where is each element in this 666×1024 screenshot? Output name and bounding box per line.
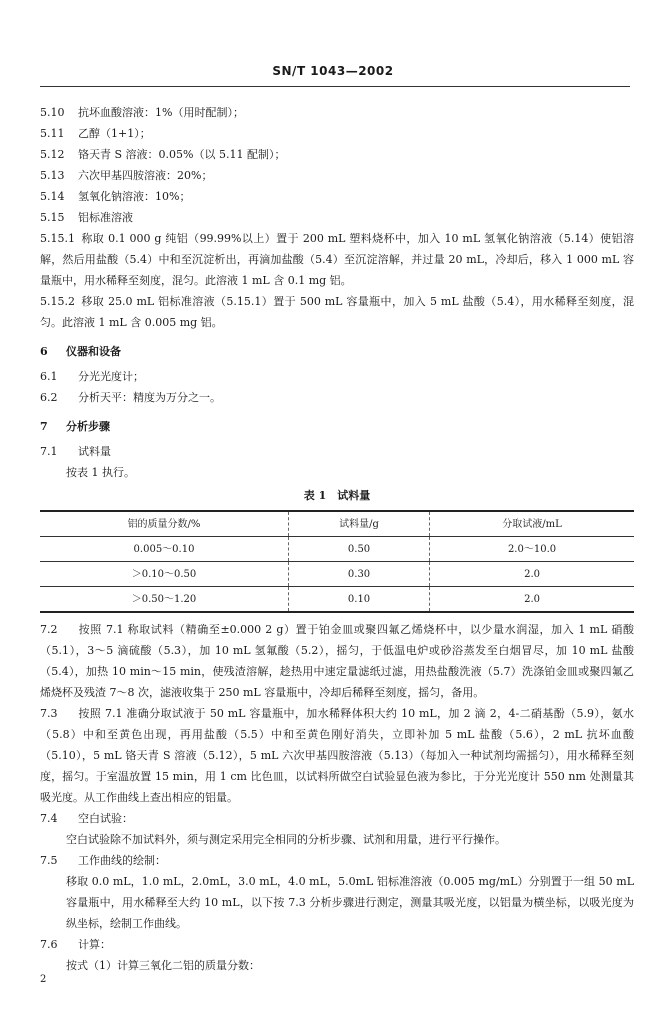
list-item: 5.10 抗坏血酸溶液：1%（用时配制）； — [40, 106, 244, 119]
table-row — [40, 587, 634, 613]
list-item: 5.11 乙醇（1+1）； — [40, 127, 151, 140]
table-cell: 2.0 — [430, 587, 634, 613]
clause-7-5-body: 移取 0.0 mL，1.0 mL，2.0mL，3.0 mL，4.0 mL，5.0mL 铝标准溶液（0.005 mg/mL）分别置于一组 50 mL 容量瓶中，用水稀释至大约 10 mL，以下按 7.3 分析步骤进行测定，测量其吸光度，以铝量为横坐标，以吸光度为纵坐标，绘制工作曲线。 — [66, 875, 634, 930]
clause-7-4-heading: 7.4 空白试验： — [40, 812, 133, 825]
list-item: 5.14 氢氧化钠溶液：10%； — [40, 190, 191, 203]
list-item: 6.2 分析天平：精度为万分之一。 — [40, 391, 221, 404]
table-header-cell: 铝的质量分数/% — [40, 511, 289, 537]
table-header-cell: 分取试液/mL — [430, 511, 634, 537]
clause-7-6-heading: 7.6 计算： — [40, 938, 111, 951]
page-number: 2 — [40, 974, 47, 985]
standard-number: SN/T 1043—2002 — [272, 64, 394, 78]
clause-7-1-body: 按表 1 执行。 — [66, 466, 135, 479]
list-item: 5.15 铝标准溶液 — [40, 211, 133, 224]
table-header-cell: 试料量/g — [289, 511, 430, 537]
header-rule — [40, 86, 630, 87]
table-cell: 0.30 — [289, 562, 430, 587]
clause-7-1-heading: 7.1 试料量 — [40, 445, 111, 458]
table-cell: 0.005～0.10 — [40, 537, 289, 562]
table-cell: 0.10 — [289, 587, 430, 613]
table-cell: 2.0～10.0 — [430, 537, 634, 562]
table-cell: 2.0 — [430, 562, 634, 587]
table-header-row — [40, 511, 634, 537]
clause-7-6-body: 按式（1）计算三氧化二铝的质量分数： — [66, 959, 260, 972]
list-item: 5.12 铬天青 S 溶液：0.05%（以 5.11 配制）； — [40, 148, 286, 161]
clause-5-15-2: 5.15.2 移取 25.0 mL 铝标准溶液（5.15.1）置于 500 mL 容量瓶中，加入 5 mL 盐酸（5.4），用水稀释至刻度，混匀。此溶液 1 mL 含 0.005 mg 铝。 — [40, 295, 634, 329]
table-caption: 表 1 试料量 — [303, 489, 371, 502]
clause-5-15-1: 5.15.1 称取 0.1 000 g 纯铝（99.99%以上）置于 200 mL 塑料烧杯中，加入 10 mL 氢氧化钠溶液（5.14）使铝溶解，然后用盐酸（5.4）中和至沉淀析出，再滴加盐酸（5.4）至沉淀溶解，并过量 20 mL，冷却后，移入 1 000 mL 容量瓶中，用水稀释至刻度，混匀。此溶液 1 mL 含 0.1 mg 铝。 — [40, 232, 634, 287]
table-row — [40, 537, 634, 562]
clause-7-5-heading: 7.5 工作曲线的绘制： — [40, 854, 166, 867]
table-cell: ＞0.10～0.50 — [40, 562, 289, 587]
table-cell: 0.50 — [289, 537, 430, 562]
table-cell: ＞0.50～1.20 — [40, 587, 289, 613]
clause-7-3: 7.3 按照 7.1 准确分取试液于 50 mL 容量瓶中，加水稀释体积大约 10 mL，加 2 滴 2，4-二硝基酚（5.9），氨水（5.8）中和至黄色出现，再用盐酸（5.5）中和至黄色刚好消失，立即补加 5 mL 盐酸（5.6），2 mL 抗坏血酸（5.10），5 mL 铬天青 S 溶液（5.12），5 mL 六次甲基四胺溶液（5.13）（每加入一种试剂均需摇匀），用水稀释至刻度，摇匀。于室温放置 15 min，用 1 cm 比色皿，以试料所做空白试验显色液为参比，于分光光度计 550 nm 处测量其吸光度。从工作曲线上查出相应的铝量。 — [40, 707, 634, 804]
clause-7-4-body: 空白试验除不加试料外，须与测定采用完全相同的分析步骤、试剂和用量，进行平行操作。 — [66, 833, 506, 846]
table-sample-mass — [40, 510, 634, 613]
section-6-heading: 6 仪器和设备 — [40, 345, 121, 358]
list-item: 5.13 六次甲基四胺溶液：20%； — [40, 169, 213, 182]
section-7-heading: 7 分析步骤 — [40, 420, 110, 433]
table-row — [40, 562, 634, 587]
list-item: 6.1 分光光度计； — [40, 370, 144, 383]
clause-7-2: 7.2 按照 7.1 称取试料（精确至±0.000 2 g）置于铂金皿或聚四氟乙烯烧杯中，以少量水润湿，加入 1 mL 硝酸（5.1），3～5 滴硫酸（5.3），加 10 mL 氢氟酸（5.2），摇匀，于低温电炉或砂浴蒸发至白烟冒尽，加 10 mL 盐酸（5.4），加热 10 min～15 min，使残渣溶解，趁热用中速定量滤纸过滤，用热盐酸洗液（5.7）洗涤铂金皿或聚四氟乙烯烧杯及残渣 7～8 次，滤液收集于 250 mL 容量瓶中，冷却后稀释至刻度，摇匀，备用。 — [40, 623, 634, 699]
document-body — [40, 102, 634, 976]
